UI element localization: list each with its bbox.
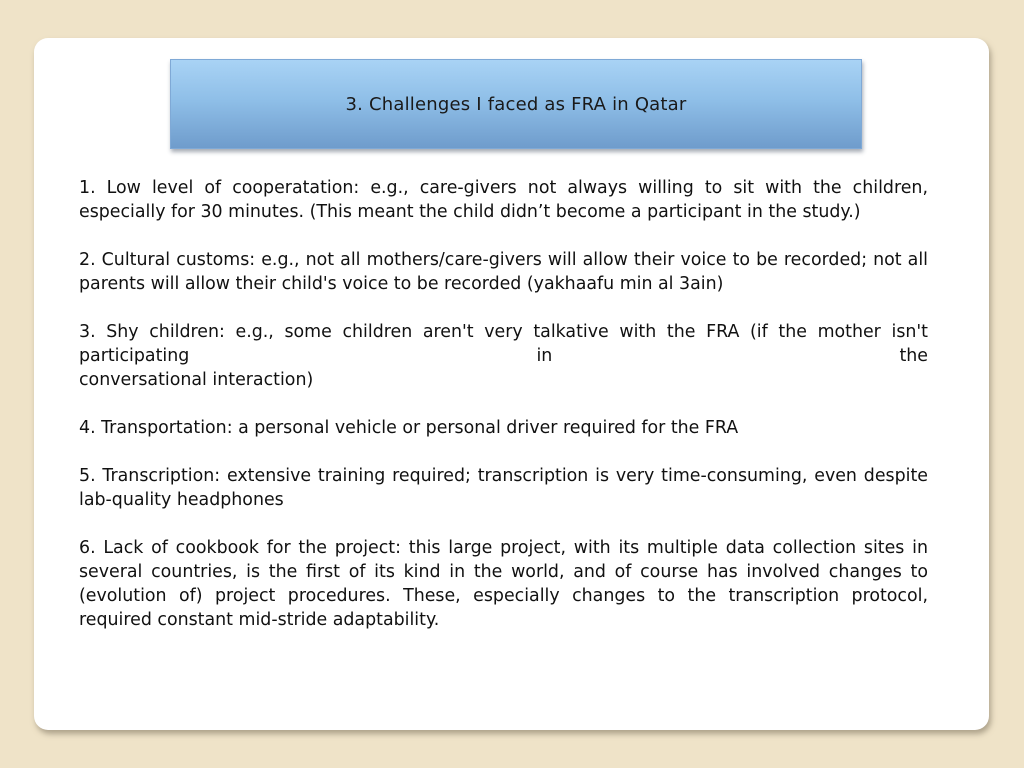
challenge-item-3-line-2: conversational interaction) <box>79 370 314 390</box>
challenge-item-4: 4. Transportation: a personal vehicle or personal driver required for the FRA <box>79 418 739 438</box>
challenge-item-5: 5. Transcription: extensive training required; transcription is very time-consuming, even despite lab-quality headphones <box>79 466 928 510</box>
challenge-item-2: 2. Cultural customs: e.g., not all mothers/care-givers will allow their voice to be recorded; not all parents will allow their child's voice to be recorded (yakhaafu min al 3ain) <box>79 250 928 294</box>
challenge-item-1: 1. Low level of cooperatation: e.g., care-givers not always willing to sit with the children, especially for 30 minutes. (This meant the child didn’t become a participant in the study.) <box>79 178 928 222</box>
challenges-list <box>79 176 928 656</box>
challenge-item-3-line-1: 3. Shy children: e.g., some children aren't very talkative with the FRA (if the mother isn't participating in the <box>79 322 928 366</box>
challenge-item-6: 6. Lack of cookbook for the project: this large project, with its multiple data collection sites in several countries, is the first of its kind in the world, and of course has involved changes to (evolution of) project procedures. These, especially changes to the transcription protocol, required constant mid-stride adaptability. <box>79 538 928 630</box>
challenge-item-3 <box>79 320 928 392</box>
title-banner <box>170 59 862 149</box>
slide-title: 3. Challenges I faced as FRA in Qatar <box>345 93 687 115</box>
